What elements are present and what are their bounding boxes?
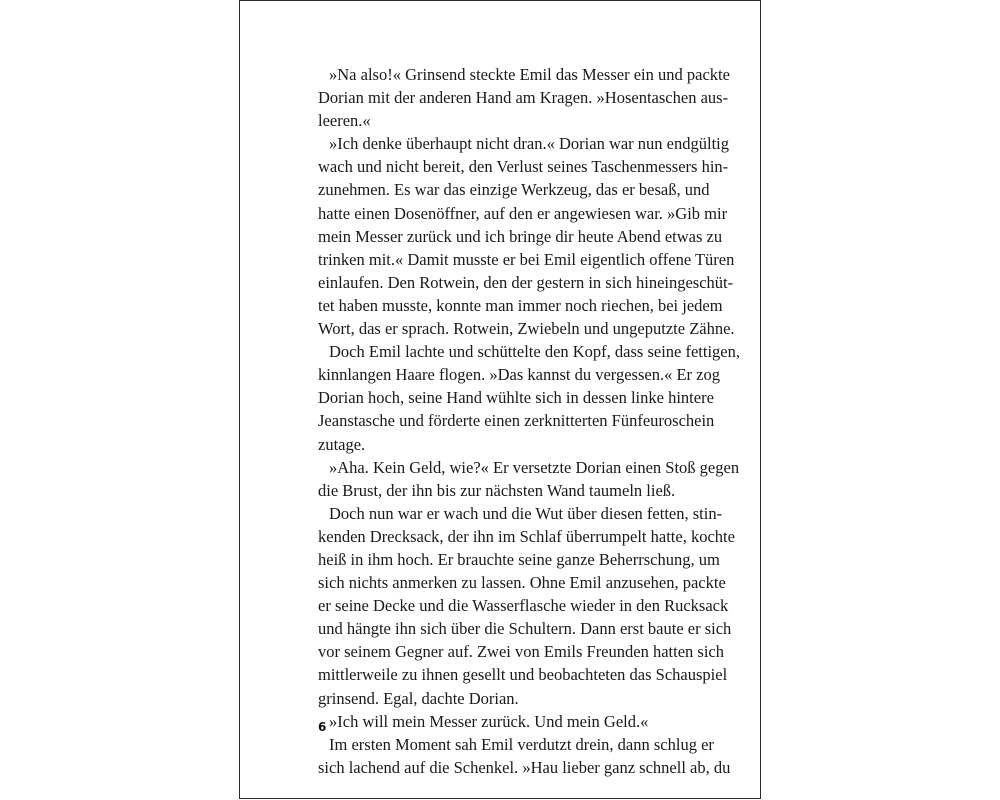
text-line: Dorian mit der anderen Hand am Kragen. »Hosentaschen aus- (318, 88, 729, 108)
text-line: zutage. (318, 434, 366, 454)
text-line: tet haben musste, konnte man immer noch riechen, bei jedem (318, 295, 723, 315)
text-line: grinsend. Egal, dachte Dorian. (318, 688, 519, 708)
text-line: kenden Drecksack, der ihn im Schlaf überrumpelt hatte, kochte (318, 526, 735, 546)
text-line: trinken mit.« Damit musste er bei Emil eigentlich offene Türen (318, 249, 735, 269)
text-line: Doch nun war er wach und die Wut über diesen fetten, stin- (329, 503, 723, 523)
text-line: vor seinem Gegner auf. Zwei von Emils Freunden hatten sich (318, 642, 724, 662)
body-text (318, 63, 741, 779)
text-line: sich lachend auf die Schenkel. »Hau lieber ganz schnell ab, du (318, 757, 731, 777)
text-line: Doch Emil lachte und schüttelte den Kopf, dass seine fettigen, (329, 342, 741, 362)
text-line: kinnlangen Haare flogen. »Das kannst du vergessen.« Er zog (318, 365, 720, 385)
text-line: hatte einen Dosenöffner, auf den er angewiesen war. »Gib mir (318, 203, 728, 223)
text-line: mittlerweile zu ihnen gesellt und beobachteten das Schauspiel (318, 665, 728, 685)
book-page (239, 0, 761, 799)
text-line: zunehmen. Es war das einzige Werkzeug, das er besaß, und (318, 180, 710, 200)
text-line: einlaufen. Den Rotwein, den der gestern in sich hineingeschüt- (318, 272, 734, 292)
text-line: mein Messer zurück und ich bringe dir heute Abend etwas zu (318, 226, 723, 246)
text-line: »Na also!« Grinsend steckte Emil das Messer ein und packte (329, 65, 730, 84)
text-line: sich nichts anmerken zu lassen. Ohne Emil anzusehen, packte (318, 573, 726, 593)
text-line: Im ersten Moment sah Emil verdutzt drein, dann schlug er (329, 734, 714, 754)
text-line: Jeanstasche und förderte einen zerknitterten Fünfeuroschein (318, 411, 715, 431)
text-line: und hängte ihn sich über die Schultern. Dann erst baute er sich (318, 619, 732, 639)
text-line: leeren.« (318, 111, 371, 131)
text-line: wach und nicht bereit, den Verlust seines Taschenmessers hin- (318, 157, 729, 177)
text-line: Dorian hoch, seine Hand wühlte sich in dessen linke hintere (318, 388, 714, 408)
text-line: heiß in ihm hoch. Er brauchte seine ganze Beherrschung, um (318, 549, 720, 569)
text-line: Wort, das er sprach. Rotwein, Zwiebeln und ungeputzte Zähne. (318, 319, 735, 339)
page-number: 6 (318, 720, 327, 734)
text-line: er seine Decke und die Wasserflasche wieder in den Rucksack (318, 596, 729, 616)
text-line: »Ich denke überhaupt nicht dran.« Dorian war nun endgültig (329, 134, 730, 154)
text-line: »Ich will mein Messer zurück. Und mein Geld.« (329, 711, 649, 731)
text-line: die Brust, der ihn bis zur nächsten Wand taumeln ließ. (318, 480, 676, 500)
text-line: »Aha. Kein Geld, wie?« Er versetzte Dorian einen Stoß gegen (329, 457, 740, 477)
